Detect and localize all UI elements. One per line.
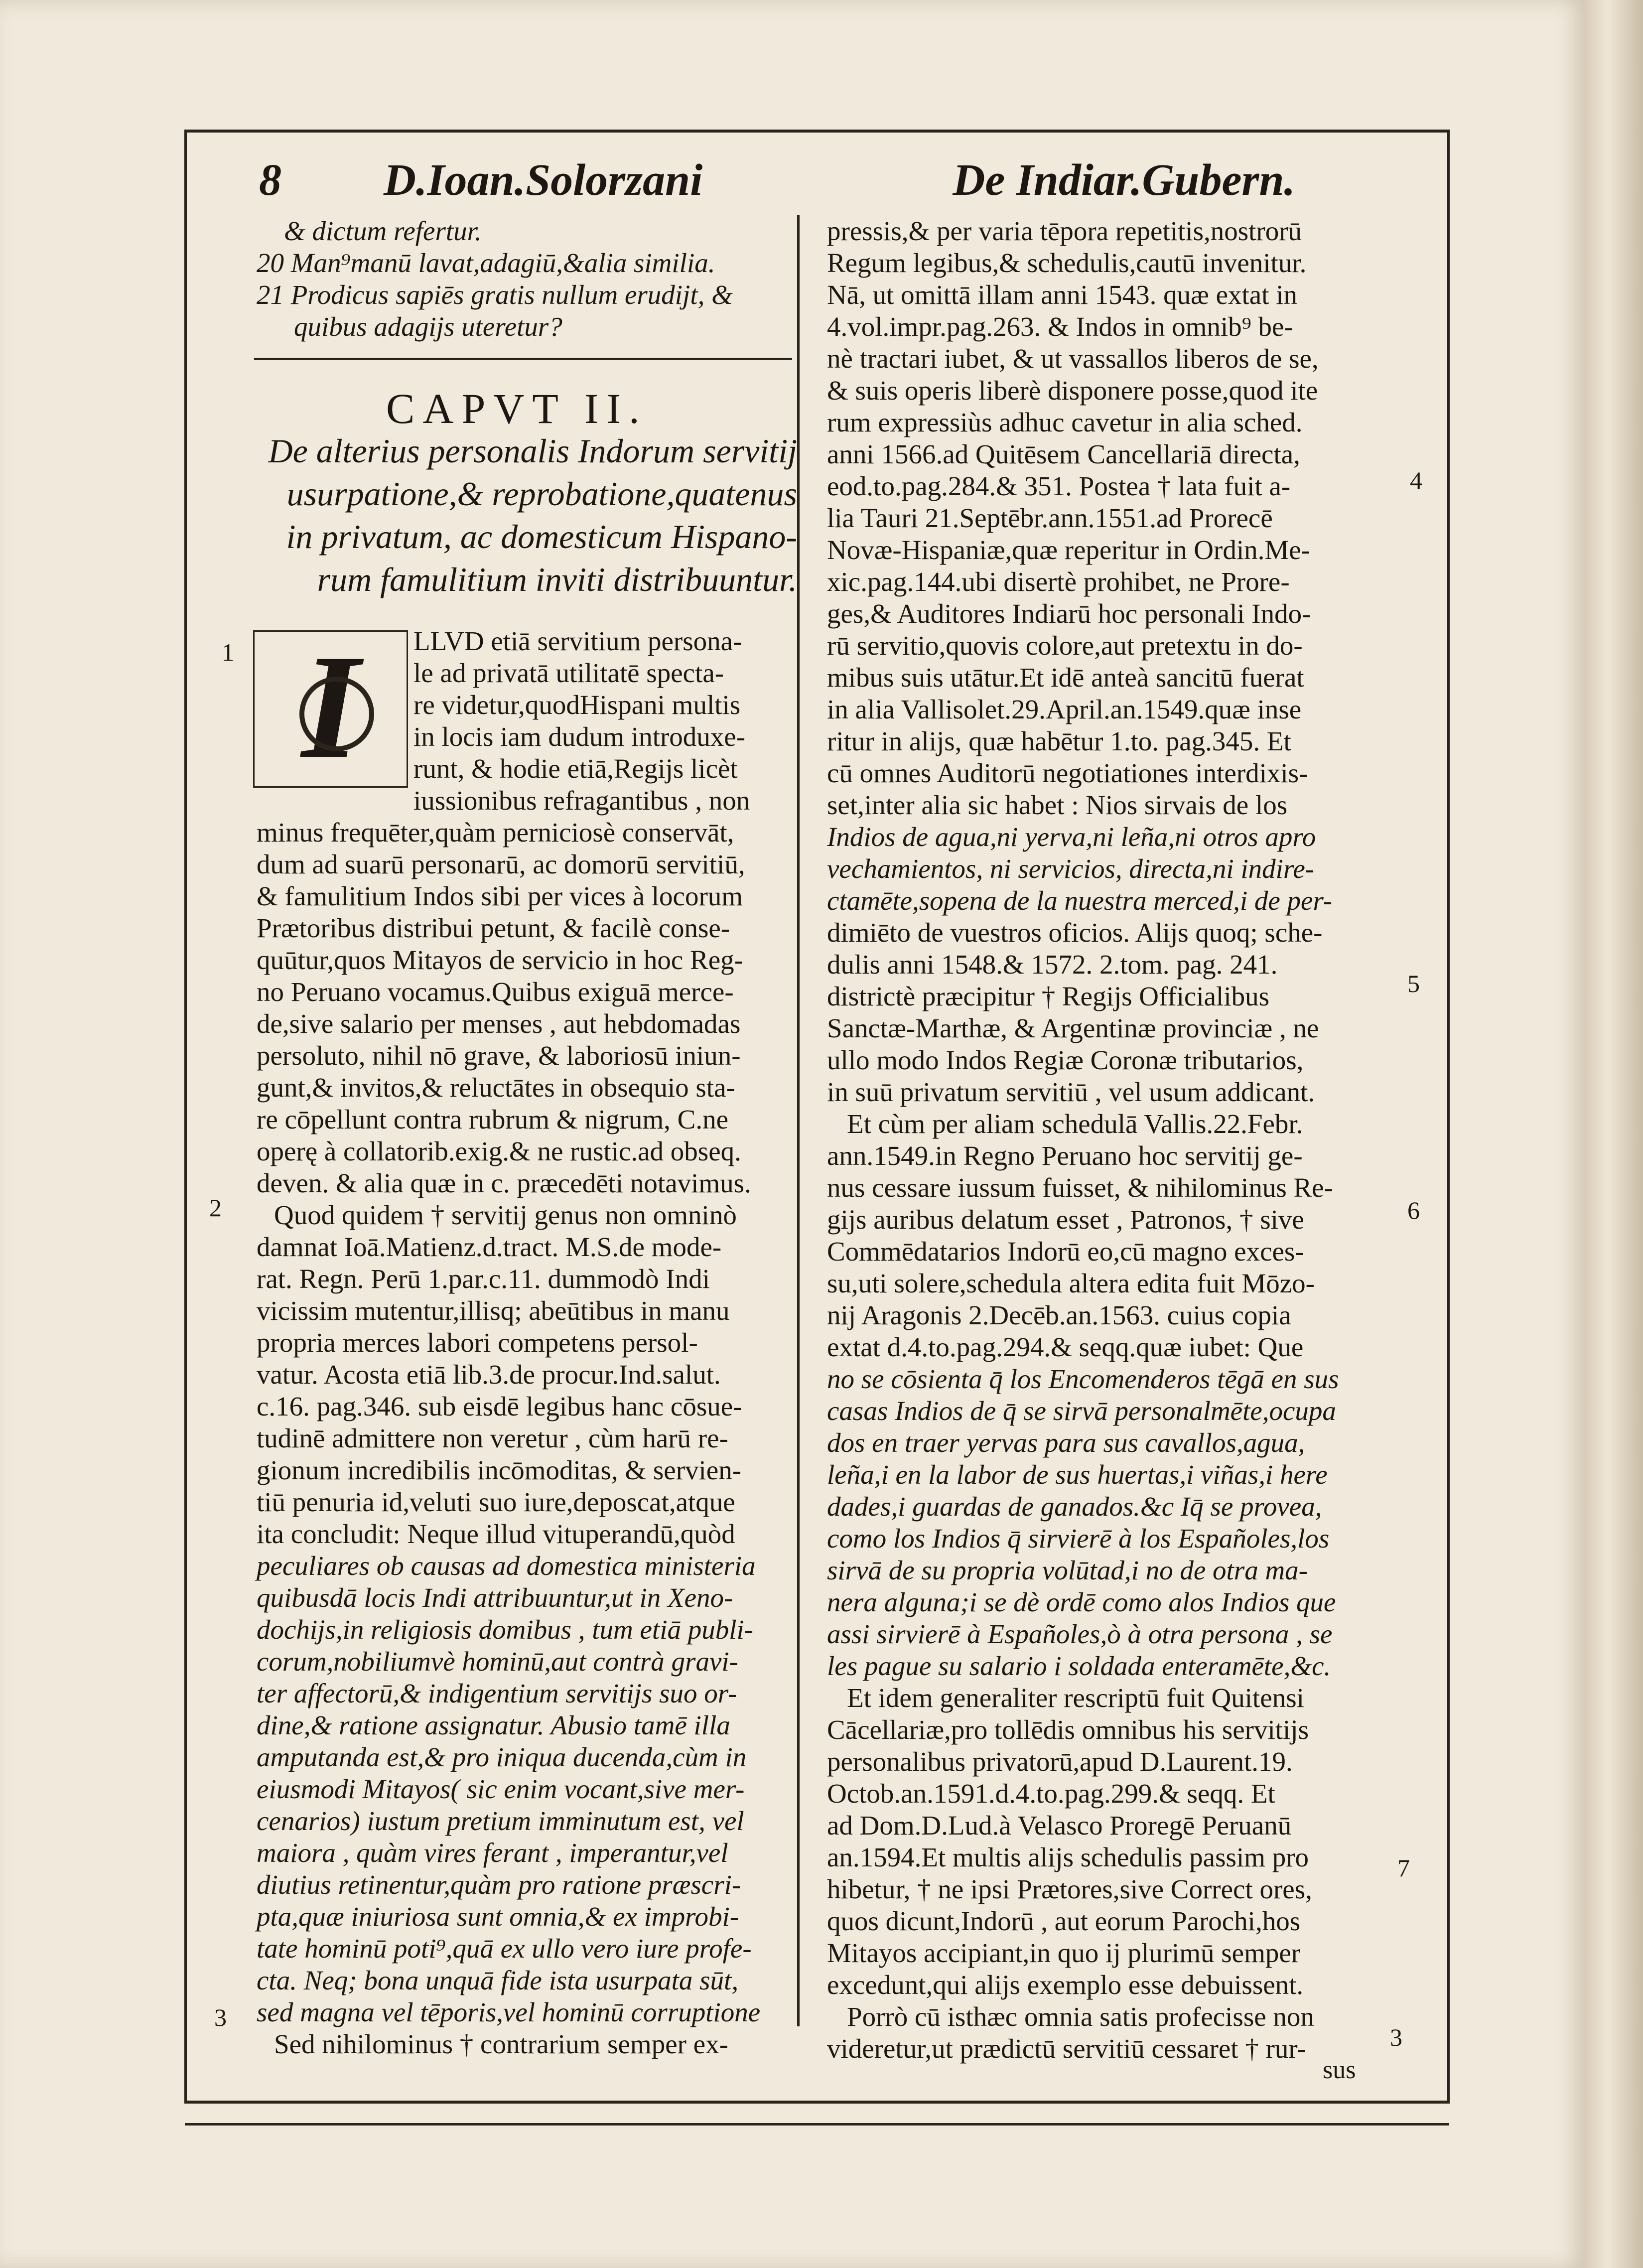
running-author: D.Ioan.Solorzani [384,155,703,205]
text-line: extat d.4.to.pag.294.& seqq.quæ iubet: Que [827,1332,1304,1362]
text-line: peculiares ob causas ad domestica ministeria [257,1551,756,1581]
text-line: assi sirvierē à Españoles,ò à otra persona , se [827,1619,1333,1649]
text-line: tudinē admittere non veretur , cùm harū re- [257,1423,728,1453]
summary-rule [254,358,792,360]
text-line: ad Dom.D.Lud.à Velasco Proregē Peruanū [827,1810,1292,1841]
text-line: les pague su salario i soldada enteramēte,&c. [827,1651,1331,1681]
text-line: dum ad suarū personarū, ac domorū servitiū, [257,849,745,879]
initial-letter: I [301,624,360,789]
text-line: Prætoribus distribui petunt, & facilè conse- [257,913,730,943]
text-line: quūtur,quos Mitayos de servicio in hoc Reg- [257,945,743,975]
text-line: damnat Ioā.Matienz.d.tract. M.S.de mode- [257,1232,722,1262]
text-line: Et cùm per aliam schedulā Vallis.22.Febr. [847,1109,1303,1139]
right-column [807,215,1390,2064]
margin-number: 7 [1397,1854,1410,1882]
text-line: districtè præcipitur † Regijs Officialibus [827,981,1270,1011]
page-edge [1584,0,1643,2268]
text-line: cenarios) iustum pretium imminutum est, vel [257,1806,744,1836]
catchword: sus [1323,2056,1356,2084]
text-line: leña,i en la labor de sus huertas,i viñas,i here [827,1459,1328,1490]
text-line: Et idem generaliter rescriptū fuit Quitensi [847,1683,1304,1713]
text-line: quibusdā locis Indi attribuuntur,ut in Xeno- [257,1582,733,1613]
text-line: Sanctæ-Marthæ, & Argentinæ provinciæ , ne [827,1013,1319,1043]
text-line: eod.to.pag.284.& 351. Postea † lata fuit a- [827,471,1291,501]
chapter-heading: CAPVT II. [386,385,648,432]
text-line: LLVD etiā servitium persona- [413,626,742,656]
text-line: nè tractari iubet, & ut vassallos liberos de se, [827,343,1319,374]
text-line: tate hominū poti⁹,quā ex ullo vero iure profe- [257,1933,752,1964]
text-line: ctamēte,sopena de la nuestra merced,i de per- [827,885,1333,916]
text-line: de,sive salario per menses , aut hebdomadas [257,1008,741,1039]
text-line: Regum legibus,& schedulis,cautū invenitur. [827,248,1307,278]
text-line: in alia Vallisolet.29.April.an.1549.quæ inse [827,694,1302,724]
text-line: an.1594.Et multis alijs schedulis passim pro [827,1842,1309,1872]
text-line: le ad privatā utilitatē specta- [413,658,724,688]
margin-number: 3 [1390,2023,1402,2051]
text-line: dimiēto de vuestros oficios. Alijs quoq; sche- [827,917,1323,948]
text-line: deven. & alia quæ in c. præcedēti notavimus. [257,1168,751,1198]
text-line: minus frequēter,quàm perniciosè conservāt, [257,817,734,848]
text-line: lia Tauri 21.Septēbr.ann.1551.ad Prorecē [827,503,1273,533]
flower-ornament-icon [299,677,374,751]
margin-number: 3 [214,2003,227,2031]
summary-line: quibus adagijs uteretur? [294,311,562,342]
text-line: maiora , quàm vires ferant , imperantur,vel [257,1838,728,1868]
chapter-subtitle-line: rum famulitium inviti distribuuntur. [317,561,797,598]
chapter-subtitle-line: in privatum, ac domesticum Hispano- [286,518,797,556]
summary-line: & dictum refertur. [284,216,482,246]
left-column [244,215,800,2059]
text-line: ita concludit: Neque illud vituperandū,quòd [257,1519,735,1549]
text-line: Octob.an.1591.d.4.to.pag.299.& seqq. Et [827,1778,1275,1809]
margin-number: 6 [1407,1196,1420,1224]
text-line: excedunt,qui alijs exemplo esse debuissent. [827,1970,1304,2000]
text-line: Sed nihilominus † contrarium semper ex- [274,2029,728,2059]
text-line: tiū penuria id,veluti suo iure,deposcat,atque [257,1487,735,1517]
text-line: vatur. Acosta etiā lib.3.de procur.Ind.salut. [257,1359,721,1390]
text-line: pressis,& per varia tēpora repetitis,nostrorū [827,216,1302,246]
summary-line: 21 Prodicus sapiēs gratis nullum erudijt, & [257,280,733,310]
margin-number: 1 [222,638,234,666]
text-line: Mitayos accipiant,in quo ij plurimū semper [827,1938,1301,1968]
text-line: Quod quidem † servitij genus non omninò [274,1200,737,1230]
text-line: mibus suis utātur.Et idē anteà sancitū fuerat [827,662,1304,693]
text-line: in suū privatum servitiū , vel usum addicant. [827,1077,1315,1107]
text-line: c.16. pag.346. sub eisdē legibus hanc cōsue- [257,1391,742,1421]
text-line: & famulitium Indos sibi per vices à locorum [257,881,743,911]
text-line: operę à collatorib.exig.& ne rustic.ad obseq. [257,1136,741,1166]
text-line: nera alguna;i se dè ordē como alos Indios que [827,1587,1336,1617]
text-line: cū omnes Auditorū negotiationes interdixis- [827,758,1308,788]
text-line: nij Aragonis 2.Decēb.an.1563. cuius copia [827,1300,1291,1330]
text-line: gijs auribus delatum esset , Patronos, † sive [827,1204,1304,1235]
text-line: personalibus privatorū,apud D.Laurent.19. [827,1746,1293,1777]
text-line: Cācellariæ,pro tollēdis omnibus his servitijs [827,1714,1309,1745]
text-line: sirvā de su propria volūtad,i no de otra ma- [827,1555,1308,1585]
text-line: vicissim mutentur,illisq; abeūtibus in manu [257,1295,730,1326]
text-line: no se cōsienta q̄ los Encomenderos tēgā en sus [827,1364,1339,1394]
text-line: ullo modo Indos Regiæ Coronæ tributarios, [827,1045,1304,1075]
running-title: De Indiar.Gubern. [953,155,1295,205]
text-line: set,inter alia sic habet : Nios sirvais de los [827,790,1288,820]
text-line: rū servitio,quovis colore,aut pretextu in do- [827,630,1303,661]
text-line: hibetur, † ne ipsi Prætores,sive Correct ores, [827,1874,1312,1904]
text-line: sed magna vel tēporis,vel hominū corruptione [257,1997,761,2027]
text-line: rum expressiùs adhuc cavetur in alia sched. [827,407,1303,437]
margin-number: 5 [1407,970,1420,997]
chapter-subtitle-line: De alterius personalis Indorum servitij [268,432,797,470]
text-line: & suis operis liberè disponere posse,quod ite [827,375,1318,406]
text-line: iussionibus refragantibus , non [413,785,750,816]
text-line: pta,quæ iniuriosa sunt omnia,& ex improbi- [257,1901,739,1932]
text-line: ann.1549.in Regno Peruano hoc servitij ge- [827,1140,1303,1171]
text-line: rat. Regn. Perū 1.par.c.11. dummodò Indi [257,1264,710,1294]
text-line: Nā, ut omittā illam anni 1543. quæ extat in [827,280,1298,310]
text-line: corum,nobiliumvè hominū,aut contrà gravi- [257,1646,738,1677]
text-line: Porrò cū isthæc omnia satis profecisse non [847,2001,1314,2032]
text-line: dos en traer yervas para sus cavallos,agua, [827,1427,1305,1458]
text-line: persoluto, nihil nō grave, & laboriosū iniun- [257,1040,741,1071]
text-line: su,uti solere,schedula altera edita fuit Mōzo- [827,1268,1315,1298]
margin-number: 2 [209,1194,222,1222]
text-line: ges,& Auditores Indiarū hoc personali Indo- [827,598,1311,629]
text-line: videretur,ut prædictū servitiū cessaret † rur- [827,2033,1306,2064]
text-line: amputanda est,& pro iniqua ducenda,cùm in [257,1742,747,1772]
text-line: re cōpellunt contra rubrum & nigrum, C.ne [257,1104,728,1134]
text-line: vechamientos, ni servicios, directa,ni indire- [827,853,1315,884]
page-number: 8 [259,155,281,205]
text-line: propria merces labori competens persol- [257,1327,698,1358]
text-line: 4.vol.impr.pag.263. & Indos in omnib⁹ be- [827,311,1293,342]
text-line: re videtur,quodHispani multis [413,690,741,720]
text-line: dine,& ratione assignatur. Abusio tamē illa [257,1710,730,1740]
text-line: eiusmodi Mitayos( sic enim vocant,sive mer- [257,1774,745,1804]
text-line: Indios de agua,ni yerva,ni leña,ni otros apro [827,822,1316,852]
text-line: xic.pag.144.ubi disertè prohibet, ne Prore- [827,567,1290,597]
chapter-subtitle-line: usurpatione,& reprobatione,quatenus [286,475,797,513]
text-line: ter affectorū,& indigentium servitijs suo or- [257,1678,737,1708]
text-line: nus cessare iussum fuisset, & nihilominus Re- [827,1172,1333,1203]
text-line: no Peruano vocamus.Quibus exiguā merce- [257,977,734,1007]
text-line: runt, & hodie etiā,Regijs licèt [413,753,738,784]
summary-line: 20 Man⁹manū lavat,adagiū,&alia similia. [257,248,715,278]
text-line: in locis iam dudum introduxe- [413,721,746,752]
text-line: Commēdatarios Indorū eo,cū magno exces- [827,1236,1304,1267]
text-line: dochijs,in religiosis domibus , tum etiā publi- [257,1614,754,1645]
text-line: como los Indios q̄ sirvierē à los Españoles,los [827,1523,1330,1554]
running-header [259,144,1295,209]
decorated-initial [253,624,408,789]
text-line: gunt,& invitos,& reluctātes in obsequio sta- [257,1072,735,1103]
margin-number: 4 [1410,466,1422,494]
text-line: Novæ-Hispaniæ,quæ reperitur in Ordin.Me- [827,535,1310,565]
text-line: gionum incredibilis incōmoditas, & servien- [257,1455,742,1485]
text-line: anni 1566.ad Quitēsem Cancellariā directa, [827,439,1300,469]
text-line: cta. Neq; bona unquā fide ista usurpata sūt, [257,1965,739,1995]
text-line: casas Indios de q̄ se sirvā personalmēte,ocupa [827,1396,1336,1426]
text-line: quos dicunt,Indorū , aut eorum Parochi,hos [827,1906,1301,1936]
text-line: dulis anni 1548.& 1572. 2.tom. pag. 241. [827,949,1278,980]
text-line: ritur in alijs, quæ habētur 1.to. pag.345. Et [827,726,1291,756]
text-line: diutius retinentur,quàm pro ratione præscri- [257,1869,741,1900]
text-line: dades,i guardas de ganados.&c Iq̄ se provea, [827,1491,1322,1522]
